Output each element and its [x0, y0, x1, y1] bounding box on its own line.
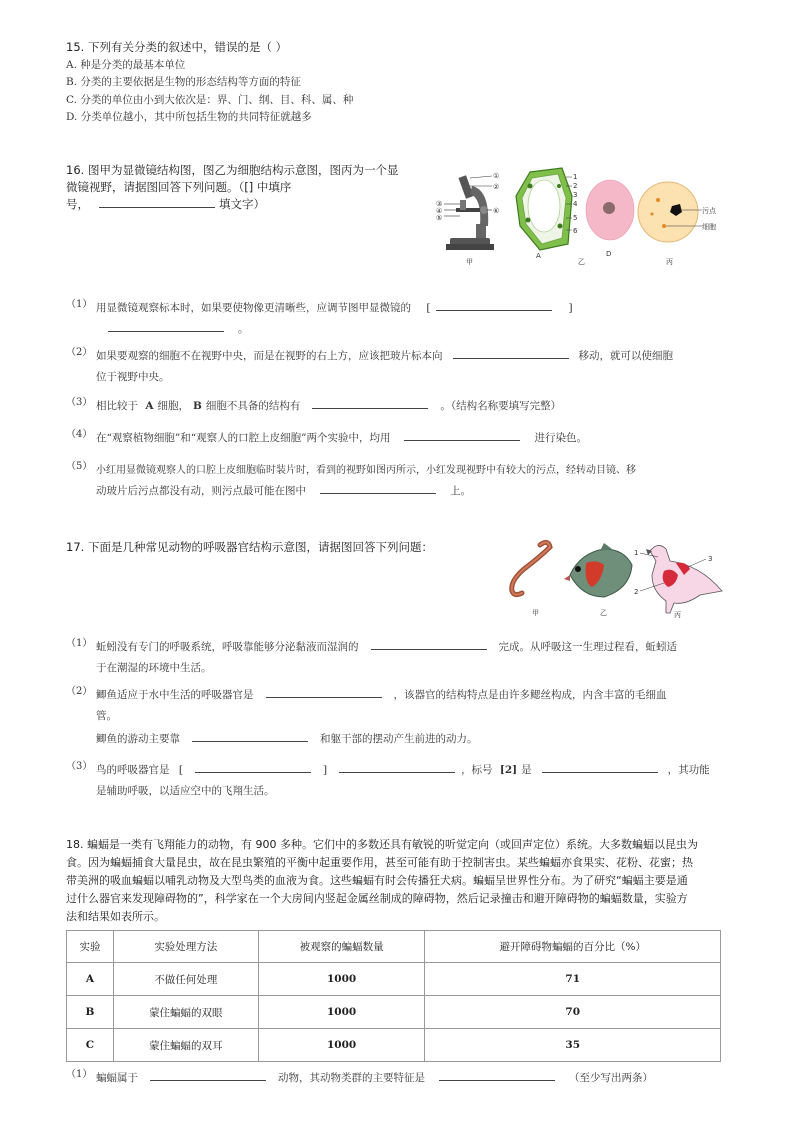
q17-sub2-blank-1[interactable] — [266, 685, 382, 698]
q17-sub1-blank[interactable] — [371, 637, 487, 650]
q15-stem: 15. 下列有关分类的叙述中，错误的是（ ） — [66, 40, 288, 54]
q16-sub1-blank-1[interactable] — [436, 298, 552, 311]
label-yi: 乙 — [600, 609, 607, 617]
table-cell: 1000 — [258, 1029, 425, 1062]
q17-sub3-blank-2[interactable] — [339, 760, 455, 773]
svg-text:5: 5 — [573, 214, 578, 222]
label-bing: 丙 — [674, 611, 681, 619]
bird-diagram — [634, 545, 722, 619]
table-header-row — [67, 931, 721, 963]
q18-sub1: （1） 蝙蝠属于 动物，其动物类群的主要特征是 （至少写出两条） — [66, 1069, 653, 1084]
earthworm-diagram — [512, 542, 550, 617]
figure-label-bing: 丙 — [666, 258, 673, 266]
q15-option-c: C. 分类的单位由小到大依次是：界、门、纲、目、科、属、种 — [66, 94, 354, 106]
q17-sub1: （1） 蚯蚓没有专门的呼吸系统，呼吸靠能够分泌黏液而湿润的 完成。从呼吸这一生理过程看，蚯蚓适 于在潮湿的环境中生活。 — [66, 638, 677, 674]
table-cell: 70 — [425, 996, 721, 1029]
svg-text:2: 2 — [573, 182, 578, 190]
q17-sub3: （3） 鸟的呼吸器官是 [ ] ，标号 [2] 是 ，其功能 是辅助呼吸，以适应空中的飞翔生活。 — [66, 761, 710, 797]
q16-sub3-blank[interactable] — [312, 396, 428, 409]
bird-label-2: 2 — [634, 588, 639, 596]
field-label-cell: 细胞 — [702, 223, 716, 231]
q16-stem-line2: 微镜视野，请据图回答下列问题。（[] 中填序 — [66, 180, 292, 194]
microscope-mark-6: ⑥ — [493, 207, 500, 215]
q16-stem-line3: 号， 填文字） — [66, 197, 265, 211]
label-jia: 甲 — [532, 609, 539, 617]
microscope-field-diagram — [638, 182, 717, 266]
q16-sub4: （4） 在“观察植物细胞”和“观察人的口腔上皮细胞”两个实验中，均用 进行染色。 — [66, 429, 587, 444]
figure-label-yi: 乙 — [578, 258, 585, 266]
q16-sub5: （5） 小红用显微镜观察人的口腔上皮细胞临时装片时，看到的视野如图丙所示，小红发现视野中有较大的污点，经转动目镜、移 动玻片后污点都没有动，则污点最可能在图中 上。 — [66, 461, 636, 497]
table-cell: 1000 — [258, 963, 425, 996]
svg-text:4: 4 — [573, 200, 578, 208]
microscope-diagram — [436, 172, 499, 266]
table-row — [67, 1029, 721, 1062]
q16-sub4-blank[interactable] — [404, 428, 520, 441]
table-cell: 35 — [425, 1029, 721, 1062]
table-header: 实验 — [67, 931, 114, 963]
microscope-mark-2: ② — [493, 183, 500, 191]
svg-text:6: 6 — [573, 227, 578, 235]
q16-stem-line1: 16. 图甲为显微镜结构图，图乙为细胞结构示意图，图丙为一个显 — [66, 163, 399, 177]
figure-label-jia: 甲 — [466, 258, 473, 266]
q15-option-a: A. 种是分类的最基本单位 — [66, 59, 186, 71]
microscope-mark-3: ③ — [436, 200, 443, 208]
plant-cell-diagram — [516, 168, 572, 260]
table-header: 实验处理方法 — [113, 931, 258, 963]
microscope-mark-1: ① — [493, 172, 500, 180]
table-row — [67, 996, 721, 1029]
figure-label-d: D — [606, 250, 612, 258]
microscope-mark-4: ④ — [436, 207, 443, 215]
q16-sub2-blank[interactable] — [453, 346, 569, 359]
q16-stem-blank[interactable] — [99, 195, 215, 208]
q17-sub2-blank-2[interactable] — [192, 729, 308, 742]
microscope-mark-5: ⑤ — [436, 214, 443, 222]
svg-text:1: 1 — [573, 173, 578, 181]
table-cell: B — [67, 996, 114, 1029]
q16-sub1: （1） 用显微镜观察标本时，如果要使物像更清晰些，应调节图甲显微镜的 [ ] 。 — [66, 299, 573, 335]
table-cell: C — [67, 1029, 114, 1062]
field-label-dirt: 污点 — [702, 207, 716, 215]
animal-cell-diagram — [578, 180, 634, 266]
table-cell: A — [67, 963, 114, 996]
q16-sub2: （2） 如果要观察的细胞不在视野中央，而是在视野的右上方，应该把玻片标本向 移动，就可以使细胞 位于视野中央。 — [66, 347, 673, 383]
table-header: 被观察的蝙蝠数量 — [258, 931, 425, 963]
q16-figure — [432, 166, 722, 270]
table-header: 避开障碍物蝙蝠的百分比（%） — [425, 931, 721, 963]
q15-option-d: D. 分类单位越小，其中所包括生物的共同特征就越多 — [66, 111, 312, 123]
table-cell: 71 — [425, 963, 721, 996]
q15-option-b: B. 分类的主要依据是生物的形态结构等方面的特征 — [66, 76, 301, 88]
q16-sub3: （3） 相比较于 A 细胞， B 细胞不具备的结构有 。（结构名称要填写完整） — [66, 397, 562, 412]
table-cell: 蒙住蝙蝠的双耳 — [113, 1029, 258, 1062]
q16-sub1-blank-2[interactable] — [108, 319, 224, 332]
q17-sub2-line2: 鲫鱼的游动主要靠 和躯干部的摆动产生前进的动力。 — [96, 729, 478, 750]
q18-sub1-blank-2[interactable] — [439, 1068, 555, 1081]
q18-sub1-blank-1[interactable] — [150, 1068, 266, 1081]
q17-figure — [500, 535, 732, 621]
figure-label-a: A — [536, 252, 541, 260]
q17-sub2: （2） 鲫鱼适应于水中生活的呼吸器官是 ，该器官的结构特点是由许多鳃丝构成，内含丰富的毛细血 管。 — [66, 686, 667, 722]
bird-label-1: 1 — [634, 549, 639, 557]
q18-passage: 18. 蝙蝠是一类有飞翔能力的动物，有 900 多种。它们中的多数还具有敏锐的听觉定向（或回声定位）系统。大多数蝙蝠以昆虫为 食。因为蝙蝠捕食大量昆虫，故在昆虫繁殖的平衡中起重要作用，甚至可能有助于控制害虫。某些蝙蝠亦食果实、花粉、花蜜；热 带美洲的吸血蝙蝠以哺乳动物及大型鸟类的血液为食。这些蝙蝠有时会传播狂犬病。蝙蝠呈世界性分布。为了研究“蝙蝠主要是通 过什么器官来发现障碍物的”，科学家在一个大房间内竖起金属丝制成的障碍物，然后记录撞击和避开障碍物的蝙蝠数量，实验方 法和结果如表所示。 — [66, 838, 698, 923]
q17-stem: 17. 下面是几种常见动物的呼吸器官结构示意图，请据图回答下列问题： — [66, 540, 433, 554]
table-cell: 蒙住蝙蝠的双眼 — [113, 996, 258, 1029]
table-cell: 1000 — [258, 996, 425, 1029]
q17-sub3-blank-1[interactable] — [195, 760, 311, 773]
q18-table — [66, 930, 721, 1062]
bird-label-3: 3 — [708, 555, 713, 563]
q17-sub3-blank-3[interactable] — [542, 760, 658, 773]
fish-diagram — [564, 543, 632, 617]
q16-sub5-blank[interactable] — [320, 481, 436, 494]
table-row — [67, 963, 721, 996]
svg-text:3: 3 — [573, 191, 578, 199]
table-cell: 不做任何处理 — [113, 963, 258, 996]
